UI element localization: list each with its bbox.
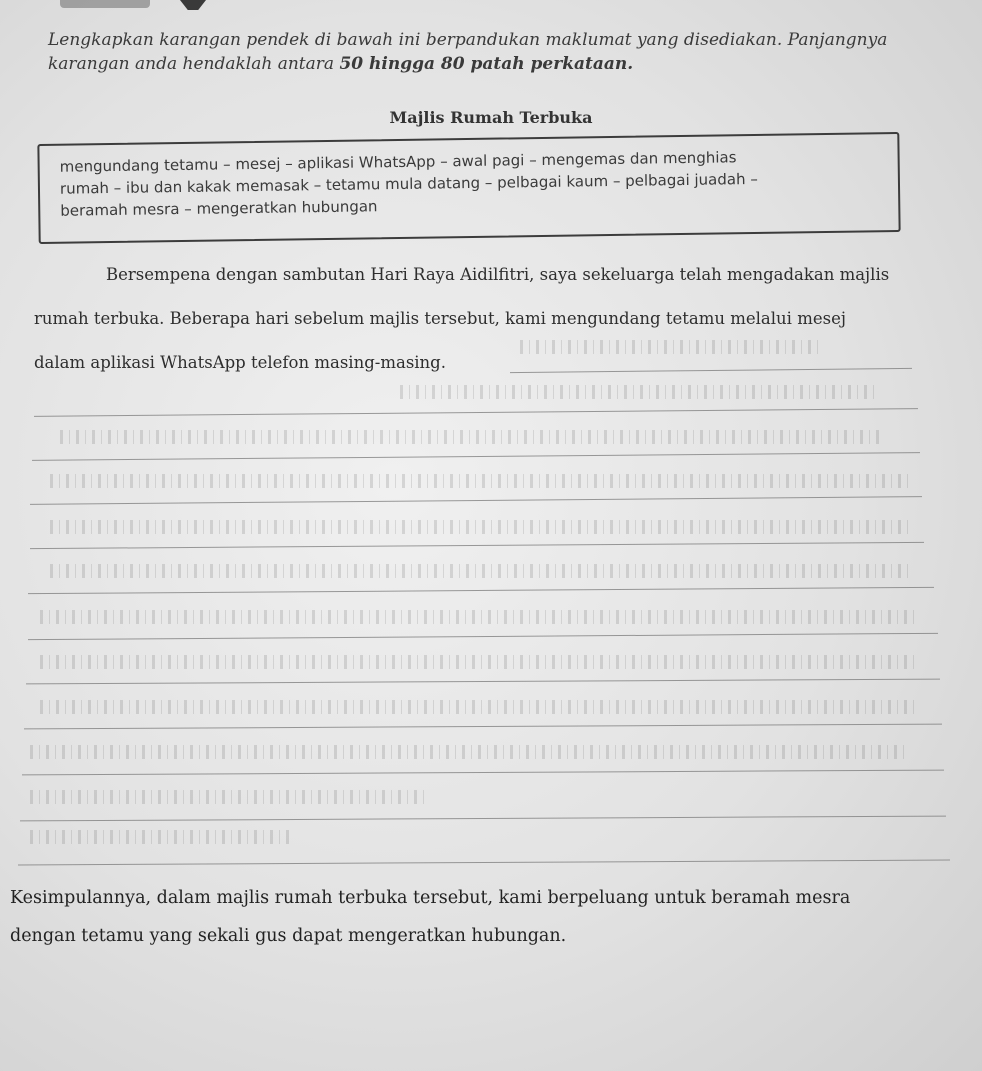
writing-line[interactable] (34, 408, 918, 417)
instruction-line-2-text: karangan anda hendaklah antara (48, 54, 340, 74)
writing-line[interactable] (28, 587, 934, 594)
writing-line[interactable] (32, 452, 920, 461)
writing-line[interactable] (18, 860, 950, 866)
essay-line-1: Bersempena dengan sambutan Hari Raya Aidilfitri, saya sekeluarga telah mengadakan majlis (106, 265, 890, 284)
essay-line-2: rumah terbuka. Beberapa hari sebelum majlis tersebut, kami mengundang tetamu melalui mesej (34, 309, 846, 328)
conclusion-line-2: dengan tetamu yang sekali gus dapat mengeratkan hubungan. (10, 926, 567, 946)
word-count-requirement: 50 hingga 80 patah perkataan. (339, 54, 634, 74)
writing-line[interactable] (28, 633, 938, 640)
writing-line[interactable] (510, 368, 912, 373)
instruction-line-1: Lengkapkan karangan pendek di bawah ini berpandukan maklumat yang disediakan. Panjangnya (48, 30, 888, 50)
writing-line[interactable] (30, 542, 924, 549)
show-through-marks (60, 430, 880, 444)
keyword-line-3: beramah mesra – mengeratkan hubungan (60, 197, 378, 220)
show-through-marks (50, 520, 910, 534)
show-through-marks (50, 564, 910, 578)
keyword-line-2: rumah – ibu dan kakak memasak – tetamu mula datang – pelbagai kaum – pelbagai juadah – (59, 169, 758, 198)
show-through-marks (40, 610, 920, 624)
essay-title: Majlis Rumah Terbuka (389, 108, 593, 127)
show-through-marks (50, 474, 910, 488)
show-through-marks (400, 385, 880, 399)
keyword-box (37, 132, 900, 244)
show-through-marks (30, 790, 430, 804)
show-through-marks (40, 700, 920, 714)
show-through-marks (40, 655, 920, 669)
essay-line-3: dalam aplikasi WhatsApp telefon masing-masing. (34, 353, 446, 372)
keyword-line-1: mengundang tetamu – mesej – aplikasi WhatsApp – awal pagi – mengemas dan menghias (59, 148, 737, 176)
writing-line[interactable] (20, 816, 946, 822)
instruction-text (48, 28, 928, 76)
writing-line[interactable] (30, 496, 922, 505)
conclusion-line-1: Kesimpulannya, dalam majlis rumah terbuka tersebut, kami berpeluang untuk beramah mesra (10, 888, 851, 908)
writing-line[interactable] (24, 724, 942, 730)
writing-line[interactable] (22, 770, 944, 776)
torn-paper-edge (60, 0, 150, 8)
writing-line[interactable] (26, 679, 940, 685)
show-through-marks (520, 340, 820, 354)
show-through-marks (30, 745, 910, 759)
binder-tab (180, 0, 206, 10)
instruction-line-2 (48, 52, 928, 76)
show-through-marks (30, 830, 290, 844)
